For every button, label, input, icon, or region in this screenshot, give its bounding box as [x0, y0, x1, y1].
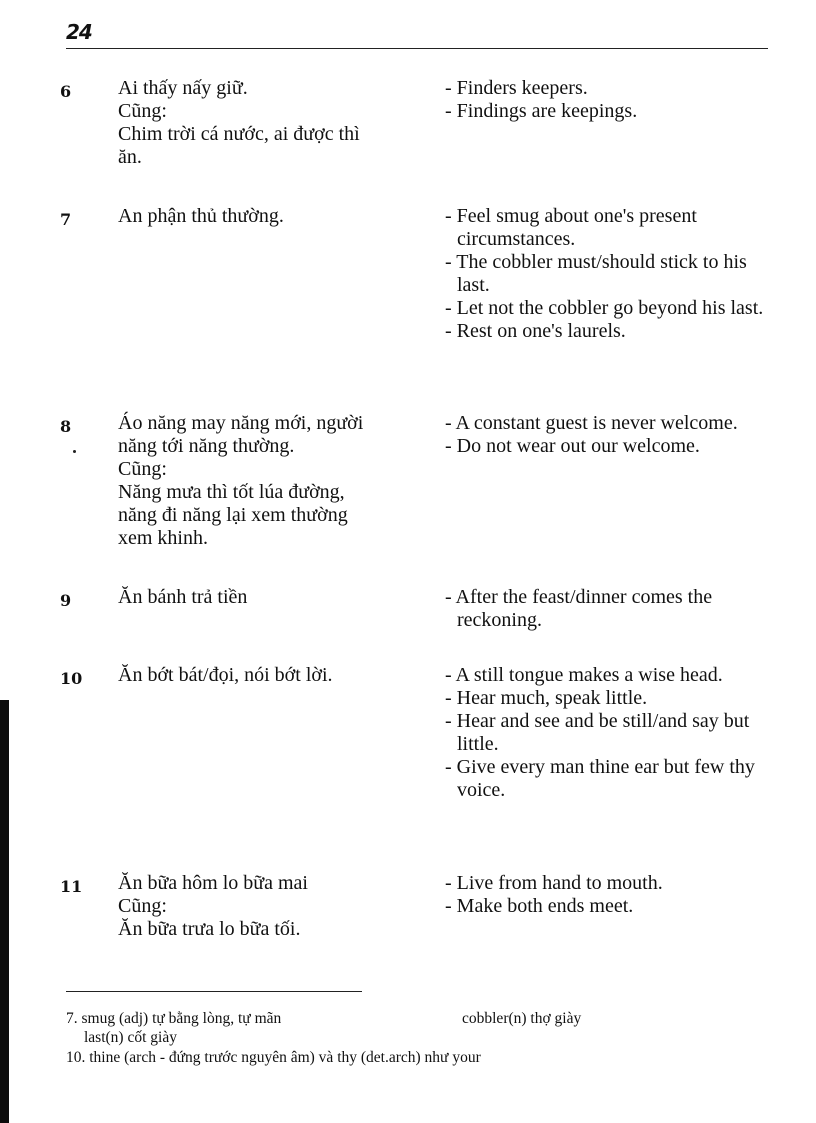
- vi-line: Chim trời cá nước, ai được thì: [118, 123, 360, 145]
- vietnamese-proverb: [118, 205, 418, 228]
- vi-line: Cũng:: [118, 458, 167, 480]
- entry-number: 6: [60, 82, 72, 101]
- entry-number: 10: [60, 669, 83, 688]
- footnote-7-last: last(n) cốt giày: [84, 1029, 177, 1046]
- vi-line: Ai thấy nấy giữ.: [118, 77, 248, 99]
- en-item: - A still tongue makes a wise head.: [445, 664, 723, 686]
- footnote-rule: [66, 991, 362, 992]
- footnote-7-cobbler: cobbler(n) thợ giày: [462, 1010, 582, 1027]
- vi-line: Cũng:: [118, 100, 167, 122]
- en-item: - After the feast/dinner comes the reckoning.: [445, 586, 713, 631]
- entry-number: 7: [60, 210, 72, 229]
- en-item: - Rest on one's laurels.: [445, 320, 626, 342]
- english-equivalents: [445, 872, 765, 918]
- entry-number: 9: [60, 591, 72, 610]
- en-item: - Feel smug about one's present circumstances.: [445, 205, 697, 250]
- english-equivalents: [445, 412, 765, 458]
- entry-number: 11: [60, 877, 83, 896]
- footnote-7: 7. smug (adj) tự bằng lòng, tự mãn: [66, 1010, 282, 1027]
- vi-line: Ăn bánh trả tiền: [118, 586, 248, 608]
- en-item: - A constant guest is never welcome.: [445, 412, 738, 434]
- vi-line: An phận thủ thường.: [118, 205, 284, 227]
- en-item: - Let not the cobbler go beyond his last.: [445, 297, 764, 319]
- en-item: - Hear much, speak little.: [445, 687, 648, 709]
- header-rule: [66, 48, 768, 49]
- english-equivalents: [445, 586, 765, 632]
- english-equivalents: [445, 664, 765, 802]
- english-equivalents: [445, 205, 765, 343]
- vi-line: Cũng:: [118, 895, 167, 917]
- page-number: 24: [66, 20, 92, 44]
- vi-line: Ăn bớt bát/đọi, nói bớt lời.: [118, 664, 333, 686]
- vi-line: ăn.: [118, 146, 142, 168]
- vietnamese-proverb: [118, 412, 418, 550]
- footnote-10: 10. thine (arch - đứng trước nguyên âm) và thy (det.arch) như your: [66, 1049, 481, 1066]
- en-item: - Do not wear out our welcome.: [445, 435, 700, 457]
- en-item: - The cobbler must/should stick to his last.: [445, 251, 747, 296]
- vi-line: Áo năng may năng mới, người: [118, 412, 364, 434]
- entry-number: 8: [60, 417, 72, 436]
- vi-line: Năng mưa thì tốt lúa đường,: [118, 481, 345, 503]
- vietnamese-proverb: [118, 664, 418, 687]
- en-item: - Findings are keepings.: [445, 100, 638, 122]
- vi-line: năng tới năng thường.: [118, 435, 295, 457]
- vi-line: xem khinh.: [118, 527, 208, 549]
- vietnamese-proverb: [118, 872, 418, 941]
- en-item: - Finders keepers.: [445, 77, 588, 99]
- vietnamese-proverb: [118, 586, 418, 609]
- en-item: - Make both ends meet.: [445, 895, 634, 917]
- vi-line: Ăn bữa hôm lo bữa mai: [118, 872, 308, 894]
- vi-line: năng đi năng lại xem thường: [118, 504, 348, 526]
- scan-edge-shadow: [0, 700, 9, 1123]
- en-item: - Hear and see and be still/and say but little.: [445, 710, 750, 755]
- en-item: - Live from hand to mouth.: [445, 872, 663, 894]
- en-item: - Give every man thine ear but few thy voice.: [445, 756, 755, 801]
- english-equivalents: [445, 77, 765, 123]
- scan-speck: [73, 450, 76, 453]
- vietnamese-proverb: [118, 77, 418, 169]
- vi-line: Ăn bữa trưa lo bữa tối.: [118, 918, 301, 940]
